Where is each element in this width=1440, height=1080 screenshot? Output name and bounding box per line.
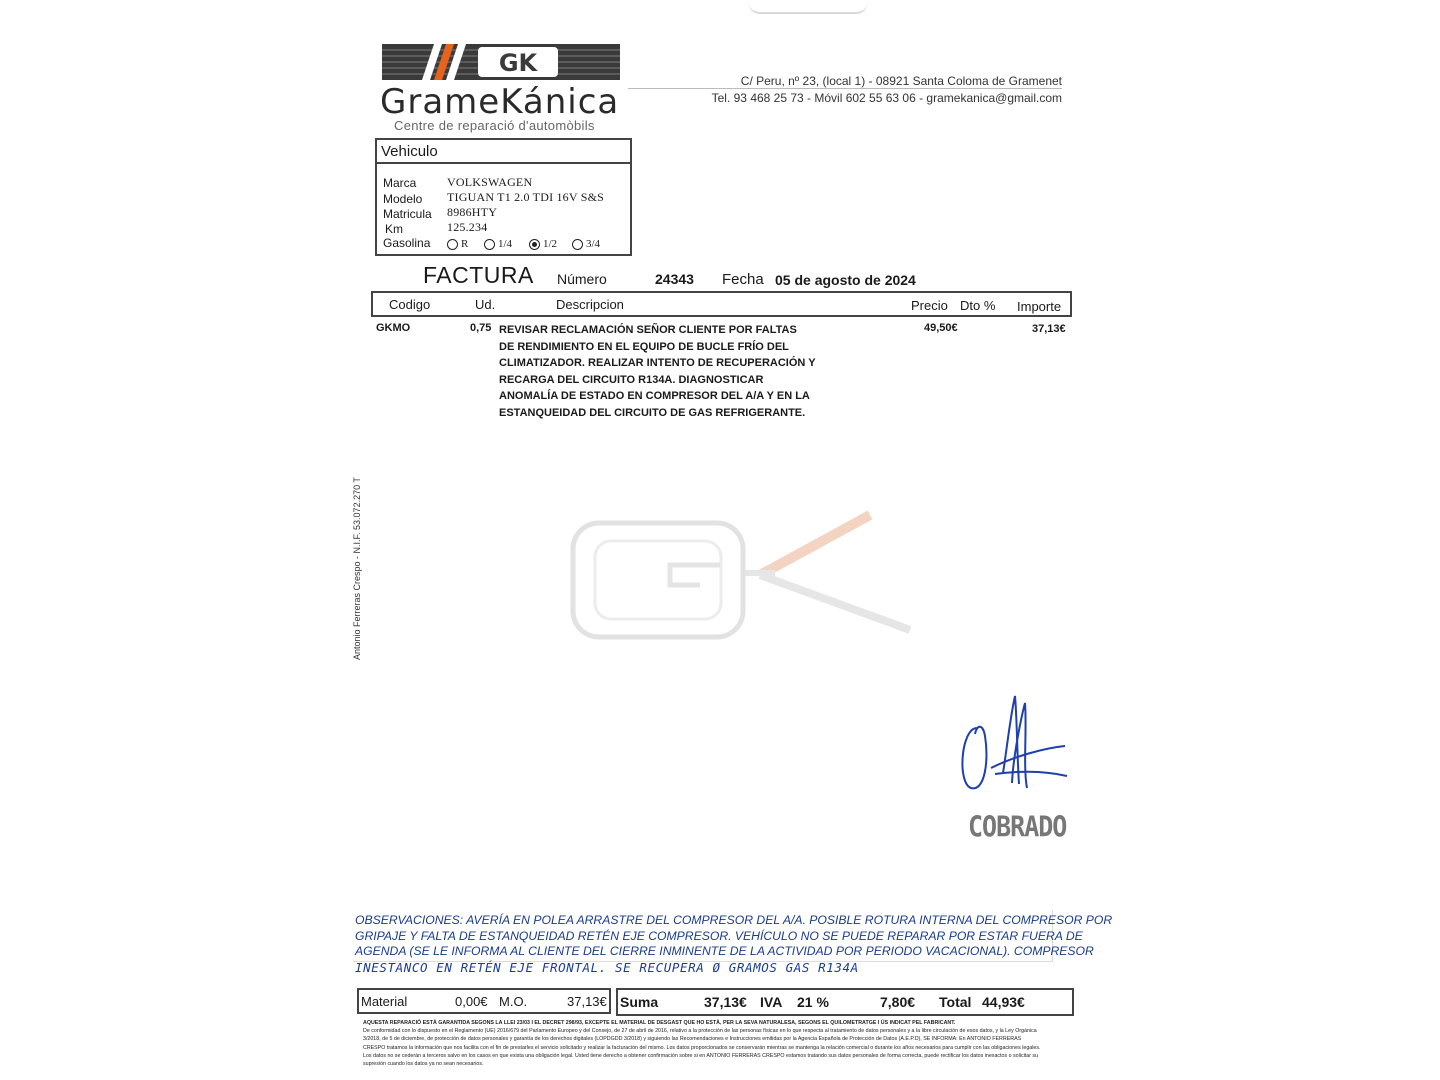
vehicle-box <box>375 138 632 256</box>
row-precio: 49,50€ <box>924 322 958 334</box>
paid-stamp: COBRADO <box>968 809 1067 844</box>
table-header <box>371 291 1072 317</box>
suma-label: Suma <box>620 994 659 1010</box>
row-descripcion <box>499 322 816 422</box>
watermark-logo <box>570 505 915 640</box>
iva-percent: 21 % <box>797 994 829 1010</box>
iva-value: 7,80€ <box>880 994 916 1010</box>
observations <box>355 913 1112 960</box>
fuel-option-half: 1/2 <box>529 238 557 250</box>
privacy-text: De conformidad con lo dispuesto en el Reglamento (UE) 2016/679 del Parlamento Europeo y del Consejo, de 27 de abril de 2016, relativo a la protección de las personas físicas en lo que respecta al tratamiento de datos personales y a la libre circulación de esos datos, y la Ley Orgánica 3/2018, de 5 de diciembre, de protección de datos personales y garantía de los derechos digitales (LOPDGDD 3/2018) y siguiendo las Recomendaciones e Instrucciones emitidas por la Agencia Española de Protección de Datos (A.E.P.D), SE INFORMA: En ANTONIO FERRERAS CRESPO tratamos la información que nos facilita con el fin de prestarles el servicio solicitado y realizar la facturación del mismo. Los datos proporcionados se conservarán mientras se mantenga la relación comercial o durante los años necesarios para cumplir con las obligaciones legales. Los datos no se cederán a terceros salvo en los casos en que exista una obligación legal. Usted tiene derecho a obtener confirmación sobre si en ANTONIO FERRERAS CRESPO estamos tratando sus datos personales de forma correcta, puede rectificar los datos inexactos o solicitar su supresión cuando los datos ya no sean necesarios. <box>363 1028 1041 1068</box>
vehicle-title: Vehiculo <box>377 140 630 164</box>
desc-line: DE RENDIMIENTO EN EL EQUIPO DE BUCLE FRÍO DEL <box>499 340 789 353</box>
radio-icon <box>484 239 495 250</box>
marca-value: VOLKSWAGEN <box>447 175 533 189</box>
fuel-option-three-quarter: 3/4 <box>572 238 600 250</box>
numero-label: Número <box>557 271 607 287</box>
fuel-option-quarter: 1/4 <box>484 238 512 250</box>
row-importe: 37,13€ <box>1032 323 1066 335</box>
total-value: 44,93€ <box>982 994 1025 1010</box>
col-dto: Dto % <box>960 298 996 313</box>
divider <box>628 88 1062 89</box>
modelo-value: TIGUAN T1 2.0 TDI 16V S&S <box>447 190 605 204</box>
observations-line: GRIPAJE Y FALTA DE ESTANQUEIDAD RETÉN EJE COMPRESOR. VEHÍCULO NO SE PUEDE REPARAR POR ESTAR FUERA DE <box>355 928 1083 943</box>
company-address: C/ Peru, nº 23, (local 1) - 08921 Santa Coloma de Gramenet <box>740 74 1062 88</box>
material-value: 0,00€ <box>455 994 488 1009</box>
nif-vertical: Antonio Ferreras Crespo - N.I.F. 53.072.270 T <box>352 477 362 660</box>
company-contact: Tel. 93 468 25 73 - Móvil 602 55 63 06 - gramekanica@gmail.com <box>711 91 1062 105</box>
row-codigo: GKMO <box>376 322 411 334</box>
desc-line: REVISAR RECLAMACIÓN SEÑOR CLIENTE POR FALTAS <box>499 324 797 336</box>
numero-value: 24343 <box>655 271 694 287</box>
desc-line: RECARGA DEL CIRCUITO R134A. DIAGNOSTICAR <box>499 373 764 386</box>
desc-line: ANOMALÍA DE ESTADO EN COMPRESOR DEL A/A Y EN LA <box>499 390 810 403</box>
col-precio: Precio <box>911 298 948 313</box>
handwritten-note: INESTANCO EN RETÉN EJE FRONTAL. SE RECUPERA Ø GRAMOS GAS R134A <box>355 960 859 975</box>
gasolina-label: Gasolina <box>383 236 431 250</box>
total-label: Total <box>939 994 972 1010</box>
col-codigo: Codigo <box>389 297 431 312</box>
radio-icon <box>572 239 583 250</box>
mo-label: M.O. <box>499 994 528 1009</box>
guarantee-text: AQUESTA REPARACIÓ ESTÀ GARANTIDA SEGONS LA LLEI 23/03 I EL DECRET 298/93, EXCEPTE EL MATERIAL DE DESGAST QUE HO ESTÀ, PER LA SEVA NATURALESA, SEGONS EL QUILOMETRATGE I ÚS INDICAT PEL FABRICANT. <box>363 1020 956 1026</box>
desc-line: ESTANQUEIDAD DEL CIRCUITO DE GAS REFRIGERANTE. <box>499 406 806 419</box>
logo-mark-text: GK <box>498 49 538 77</box>
col-descripcion: Descripcion <box>556 297 624 312</box>
invoice-title: FACTURA <box>423 262 534 288</box>
row-ud: 0,75 <box>470 322 492 334</box>
material-label: Material <box>361 994 408 1009</box>
observations-line: AGENDA (SE LE INFORMA AL CLIENTE DEL CIERRE INMINENTE DE LA ACTIVIDAD POR PERIODO VACACIONAL). COMPRESOR <box>355 944 1094 958</box>
col-ud: Ud. <box>475 297 496 312</box>
observations-line: OBSERVACIONES: AVERÍA EN POLEA ARRASTRE DEL COMPRESOR DEL A/A. POSIBLE ROTURA INTERNA DEL COMPRESOR POR <box>355 913 1113 927</box>
km-label: Km <box>385 222 403 236</box>
company-logo <box>382 44 620 80</box>
fuel-option-r: R <box>447 238 468 250</box>
col-importe: Importe <box>1017 299 1062 314</box>
modelo-label: Modelo <box>383 192 423 206</box>
signature <box>955 688 1070 798</box>
company-name: GrameKánica <box>380 82 620 122</box>
radio-selected-icon <box>529 239 540 250</box>
totals-right-box <box>616 988 1074 1016</box>
km-value: 125.234 <box>447 220 488 234</box>
decorative-arc <box>748 2 868 14</box>
suma-value: 37,13€ <box>704 994 747 1010</box>
radio-icon <box>447 239 458 250</box>
marca-label: Marca <box>383 176 417 190</box>
company-tagline: Centre de reparació d'automòbils <box>394 118 595 133</box>
desc-line: CLIMATIZADOR. REALIZAR INTENTO DE RECUPERACIÓN Y <box>499 357 816 370</box>
legal-notice <box>363 1019 1043 1068</box>
iva-label: IVA <box>760 994 783 1010</box>
fecha-label: Fecha <box>722 271 764 288</box>
matricula-value: 8986HTY <box>447 205 498 219</box>
totals-left-box <box>357 988 611 1014</box>
fecha-value: 05 de agosto de 2024 <box>775 272 916 288</box>
mo-value: 37,13€ <box>567 994 607 1009</box>
matricula-label: Matricula <box>383 207 432 221</box>
